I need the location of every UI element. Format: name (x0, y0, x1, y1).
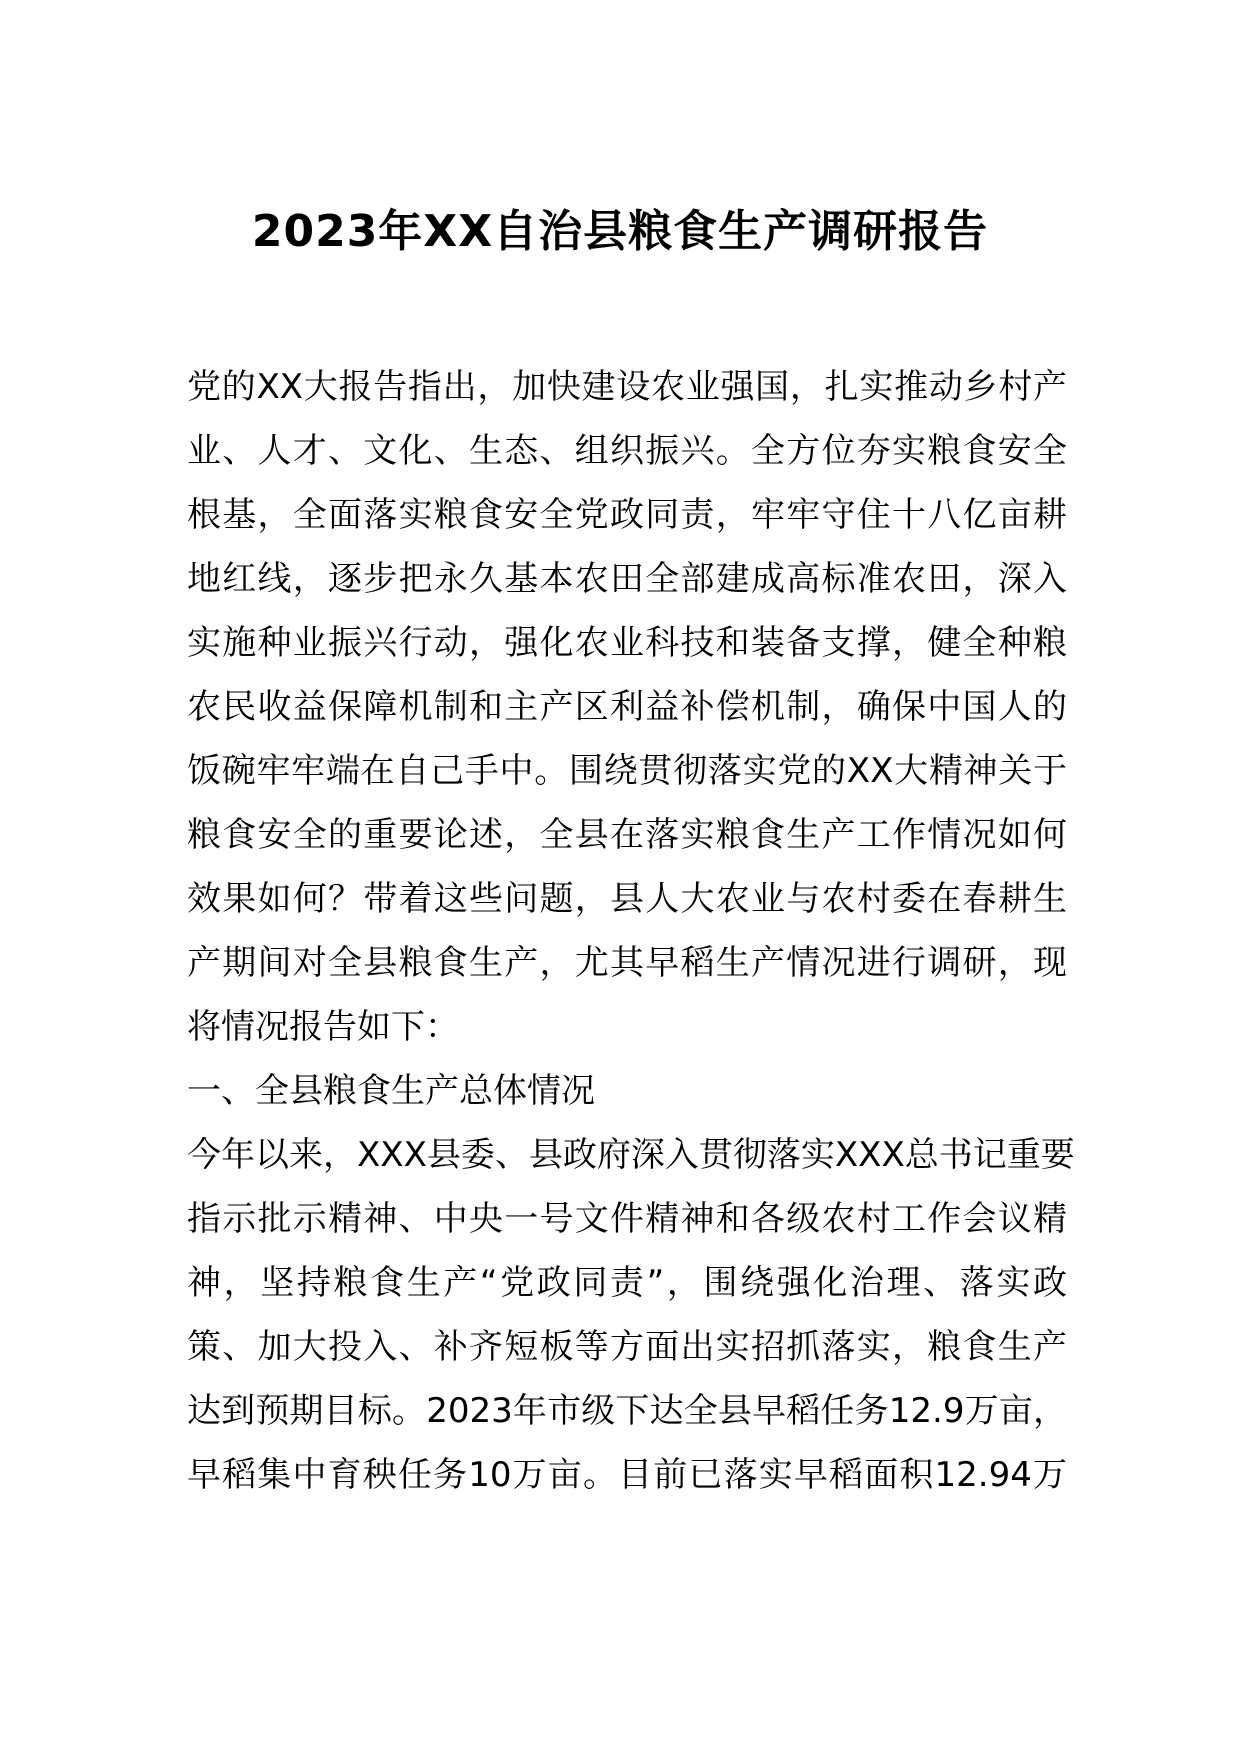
text-line: 今年以来，XXX县委、县政府深入贯彻落实XXX总书记重要 (187, 1135, 1075, 1175)
document-title: 2023年XX自治县粮食生产调研报告 (251, 206, 989, 257)
text-line: 根基，全面落实粮食安全党政同责，牢牢守住十八亿亩耕 (187, 495, 1067, 535)
text-line: 策、加大投入、补齐短板等方面出实招抓落实，粮食生产 (187, 1327, 1067, 1367)
text-line: 效果如何？带着这些问题，县人大农业与农村委在春耕生 (187, 879, 1067, 919)
section-heading: 一、全县粮食生产总体情况 (187, 1071, 595, 1111)
text-line: 早稻集中育秧任务10万亩。目前已落实早稻面积12.94万 (187, 1455, 1067, 1495)
text-line: 农民收益保障机制和主产区利益补偿机制，确保中国人的 (187, 687, 1067, 727)
text-line: 地红线，逐步把永久基本农田全部建成高标准农田，深入 (187, 559, 1067, 599)
text-line: 达到预期目标。2023年市级下达全县早稻任务12.9万亩， (187, 1391, 1067, 1431)
text-line: 指示批示精神、中央一号文件精神和各级农村工作会议精 (187, 1199, 1067, 1239)
text-line: 将情况报告如下： (187, 1007, 459, 1047)
text-line: 实施种业振兴行动，强化农业科技和装备支撑，健全种粮 (187, 623, 1067, 663)
paragraph-intro (187, 355, 1075, 1507)
text-line: 产期间对全县粮食生产，尤其早稻生产情况进行调研，现 (187, 943, 1067, 983)
text-line: 神，坚持粮食生产“党政同责”，围绕强化治理、落实政 (187, 1263, 1067, 1303)
text-line: 饭碗牢牢端在自己手中。围绕贯彻落实党的XX大精神关于 (187, 751, 1067, 791)
text-line: 粮食安全的重要论述，全县在落实粮食生产工作情况如何 (187, 815, 1067, 855)
text-line: 业、人才、文化、生态、组织振兴。全方位夯实粮食安全 (187, 431, 1067, 471)
text-line: 党的XX大报告指出，加快建设农业强国，扎实推动乡村产 (187, 367, 1067, 407)
